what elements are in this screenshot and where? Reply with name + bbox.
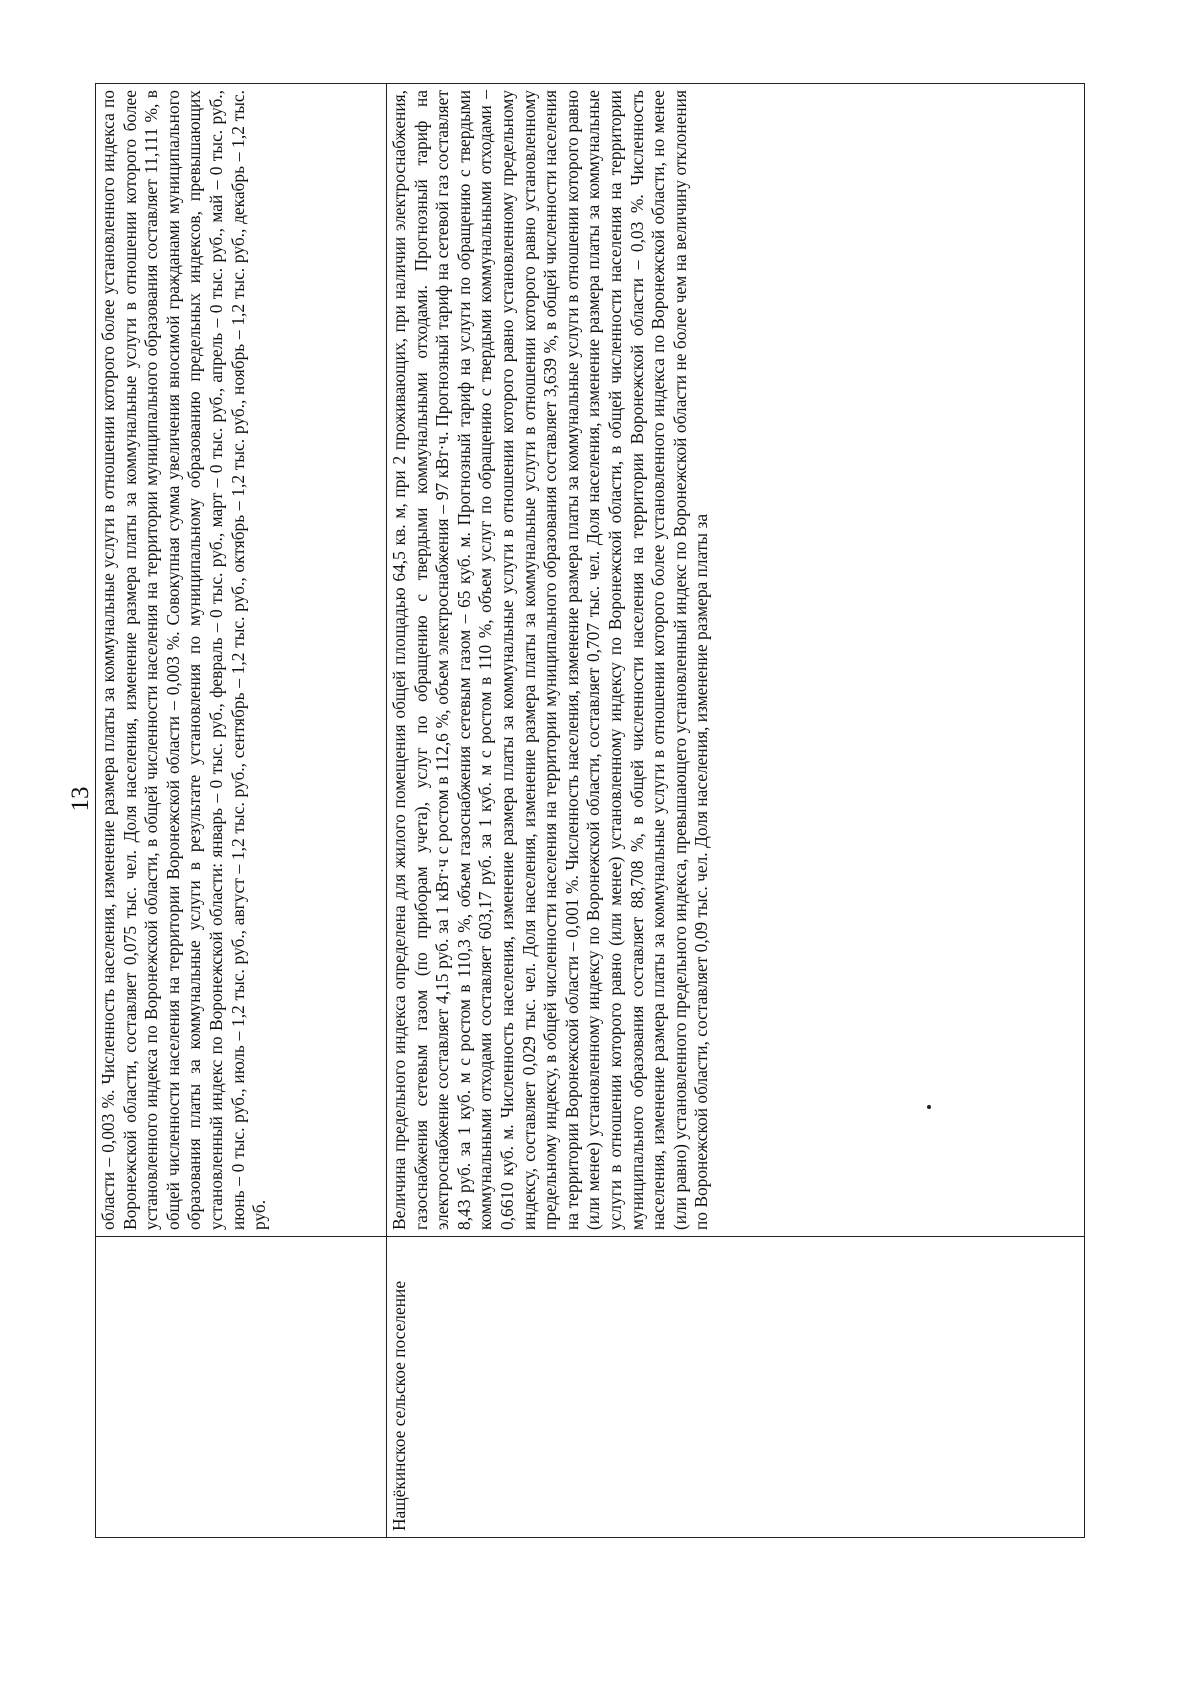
index-description-cell: Величина предельного индекса определена для жилого помещения общей площадью 64,5 кв. м, при 2 проживающих, при наличии электроснабжения, газоснабжения сетевым газом (по приборам учета), услуг по обращению с твердыми коммунальными отходами. Прогнозный тариф на электроснабжение составляет 4,15 руб. за 1 кВт·ч с ростом в 112,6 %, объем электроснабжения – 97 кВт·ч. Прогнозный тариф на сетевой газ составляет 8,43 руб. за 1 куб. м с ростом в 110,3 %, объем газоснабжения сетевым газом – 65 куб. м. Прогнозный тариф на услуги по обращению с твердыми коммунальными отходами составляет 603,17 руб. за 1 куб. м с ростом в 110 %, объем услуг по обращению с твердыми коммунальными отходами – 0,6610 куб. м. Численность населения, изменение размера платы за коммунальные услуги в отношении которого равно установленному предельному индексу, составляет 0,029 тыс. чел. Доля населения, изменение размера платы за коммунальные услуги в отношении которого равно установленному предельному индексу, в общей численности населения на территории муниципального образования составляет 3,639 %, в общей численности населения на территории Воронежской области – 0,001 %. Численность населения, изменение размера платы за коммунальные услуги в отношении которого равно (или менее) установленному индексу по Воронежской области, составляет 0,707 тыс. чел. Доля населения, изменение размера платы за коммунальные услуги в отношении которого равно (или менее) установленному индексу по Воронежской области, в общей численности населения на территории муниципального образования составляет 88,708 %, в общей численности населения на территории Воронежской области – 0,03 %. Численность населения, изменение размера платы за коммунальные услуги в отношении которого более установленного индекса по Воронежской области, но менее (или равно) установленного предельного индекса, превышающего установленный индекс по Воронежской области не более чем на величину отклонения по Воронежской области, составляет 0,09 тыс. чел. Доля населения, изменение размера платы за (387, 84, 1085, 1237)
page-number: 13 (67, 786, 94, 812)
index-description-cell: области – 0,003 %. Численность населения, изменение размера платы за коммунальные услуги в отношении которого более установленного индекса по Воронежской области, составляет 0,075 тыс. чел. Доля населения, изменение размера платы за коммунальные услуги в отношении которого более установленного индекса по Воронежской области, в общей численности населения на территории муниципального образования составляет 11,111 %, в общей численности населения на территории Воронежской области – 0,003 %. Совокупная сумма увеличения вносимой гражданами муниципального образования платы за коммунальные услуги в результате установления по муниципальному образованию предельных индексов, превышающих установленный индекс по Воронежской области: январь – 0 тыс. руб., февраль – 0 тыс. руб., март – 0 тыс. руб., апрель – 0 тыс. руб., май – 0 тыс. руб., июнь – 0 тыс. руб., июль – 1,2 тыс. руб., август – 1,2 тыс. руб., сентябрь – 1,2 тыс. руб., октябрь – 1,2 тыс. руб., ноябрь – 1,2 тыс. руб., декабрь – 1,2 тыс. руб. (96, 84, 387, 1237)
table-row (387, 84, 1085, 1538)
municipality-name-cell: Нащёкинское сельское поселение (387, 1237, 1085, 1538)
scan-speck (927, 1105, 931, 1109)
table-row (96, 84, 387, 1538)
document-table-wrapper (95, 83, 1085, 1538)
municipality-name-cell (96, 1237, 387, 1538)
document-table (95, 83, 1085, 1538)
